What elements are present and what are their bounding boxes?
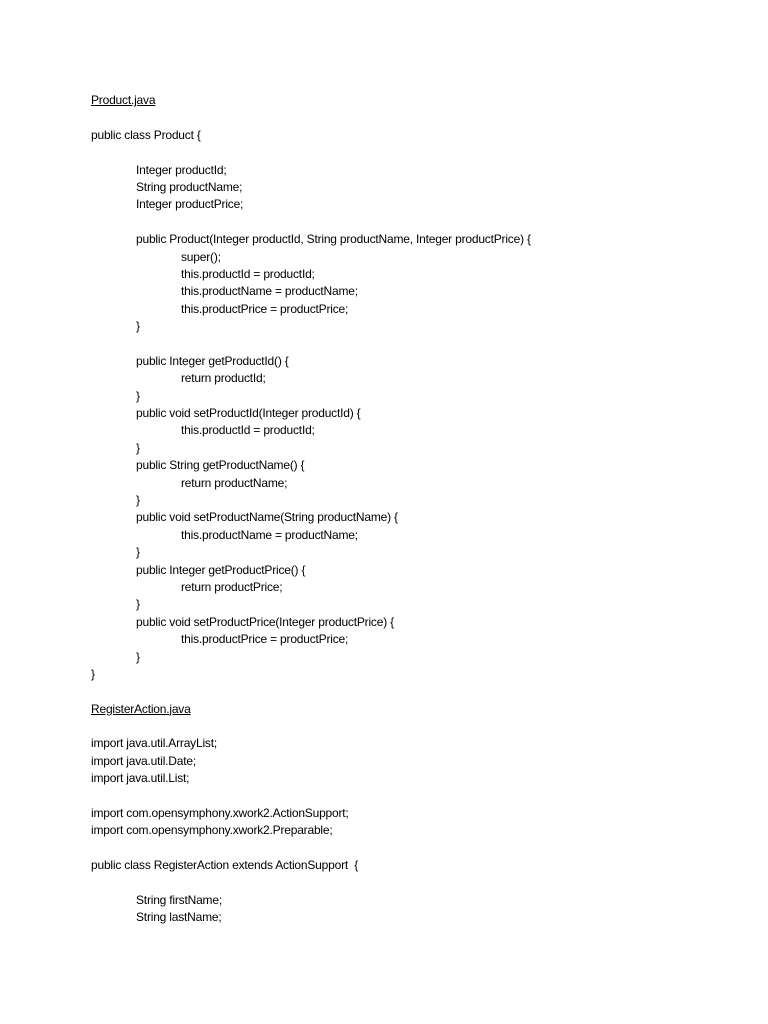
code-line: public class Product { — [91, 127, 201, 142]
code-line: Integer productPrice; — [136, 197, 244, 212]
blank-line — [91, 718, 728, 735]
code-line: import java.util.List; — [91, 771, 190, 786]
blank-line — [91, 144, 728, 161]
blank-line — [91, 840, 728, 857]
code-line: import com.opensymphony.xwork2.ActionSupport; — [91, 806, 349, 821]
code-line: } — [136, 319, 140, 334]
code-line: this.productId = productId; — [181, 266, 315, 281]
code-line: import com.opensymphony.xwork2.Preparable; — [91, 823, 333, 838]
blank-line — [91, 683, 728, 700]
blank-line — [91, 335, 728, 352]
code-line: import java.util.ArrayList; — [91, 736, 217, 751]
code-line: public void setProductPrice(Integer productPrice) { — [136, 614, 394, 629]
code-line: } — [136, 440, 140, 455]
code-line: } — [136, 545, 140, 560]
code-line: public class RegisterAction extends ActionSupport { — [91, 858, 359, 873]
code-line: } — [136, 649, 140, 664]
code-line: public void setProductId(Integer productId) { — [136, 406, 361, 421]
code-line: public Integer getProductPrice() { — [136, 562, 306, 577]
code-line: public Integer getProductId() { — [136, 353, 289, 368]
code-line: Integer productId; — [136, 162, 227, 177]
code-line: this.productId = productId; — [181, 423, 315, 438]
code-line: String productName; — [136, 179, 243, 194]
code-line: public String getProductName() { — [136, 458, 305, 473]
code-line: this.productPrice = productPrice; — [181, 301, 349, 316]
code-line: return productId; — [181, 371, 266, 386]
blank-line — [91, 109, 728, 126]
blank-line — [91, 788, 728, 805]
code-line: String lastName; — [136, 910, 222, 925]
code-line: return productPrice; — [181, 579, 283, 594]
code-line: super(); — [181, 249, 221, 264]
register-file-heading: RegisterAction.java — [91, 701, 191, 716]
code-line: public void setProductName(String productName) { — [136, 510, 398, 525]
blank-line — [91, 875, 728, 892]
code-line: this.productPrice = productPrice; — [181, 632, 349, 647]
code-document — [91, 92, 728, 927]
code-line: public Product(Integer productId, String productName, Integer productPrice) { — [136, 232, 531, 247]
code-line: String firstName; — [136, 892, 222, 907]
code-line: } — [136, 388, 140, 403]
code-line: } — [91, 666, 95, 681]
product-file-heading: Product.java — [91, 93, 156, 107]
code-line: import java.util.Date; — [91, 753, 196, 768]
code-line: } — [136, 597, 140, 612]
blank-line — [91, 214, 728, 231]
code-line: this.productName = productName; — [181, 284, 358, 299]
code-line: return productName; — [181, 475, 288, 490]
code-line: } — [136, 492, 140, 507]
code-line: this.productName = productName; — [181, 527, 358, 542]
